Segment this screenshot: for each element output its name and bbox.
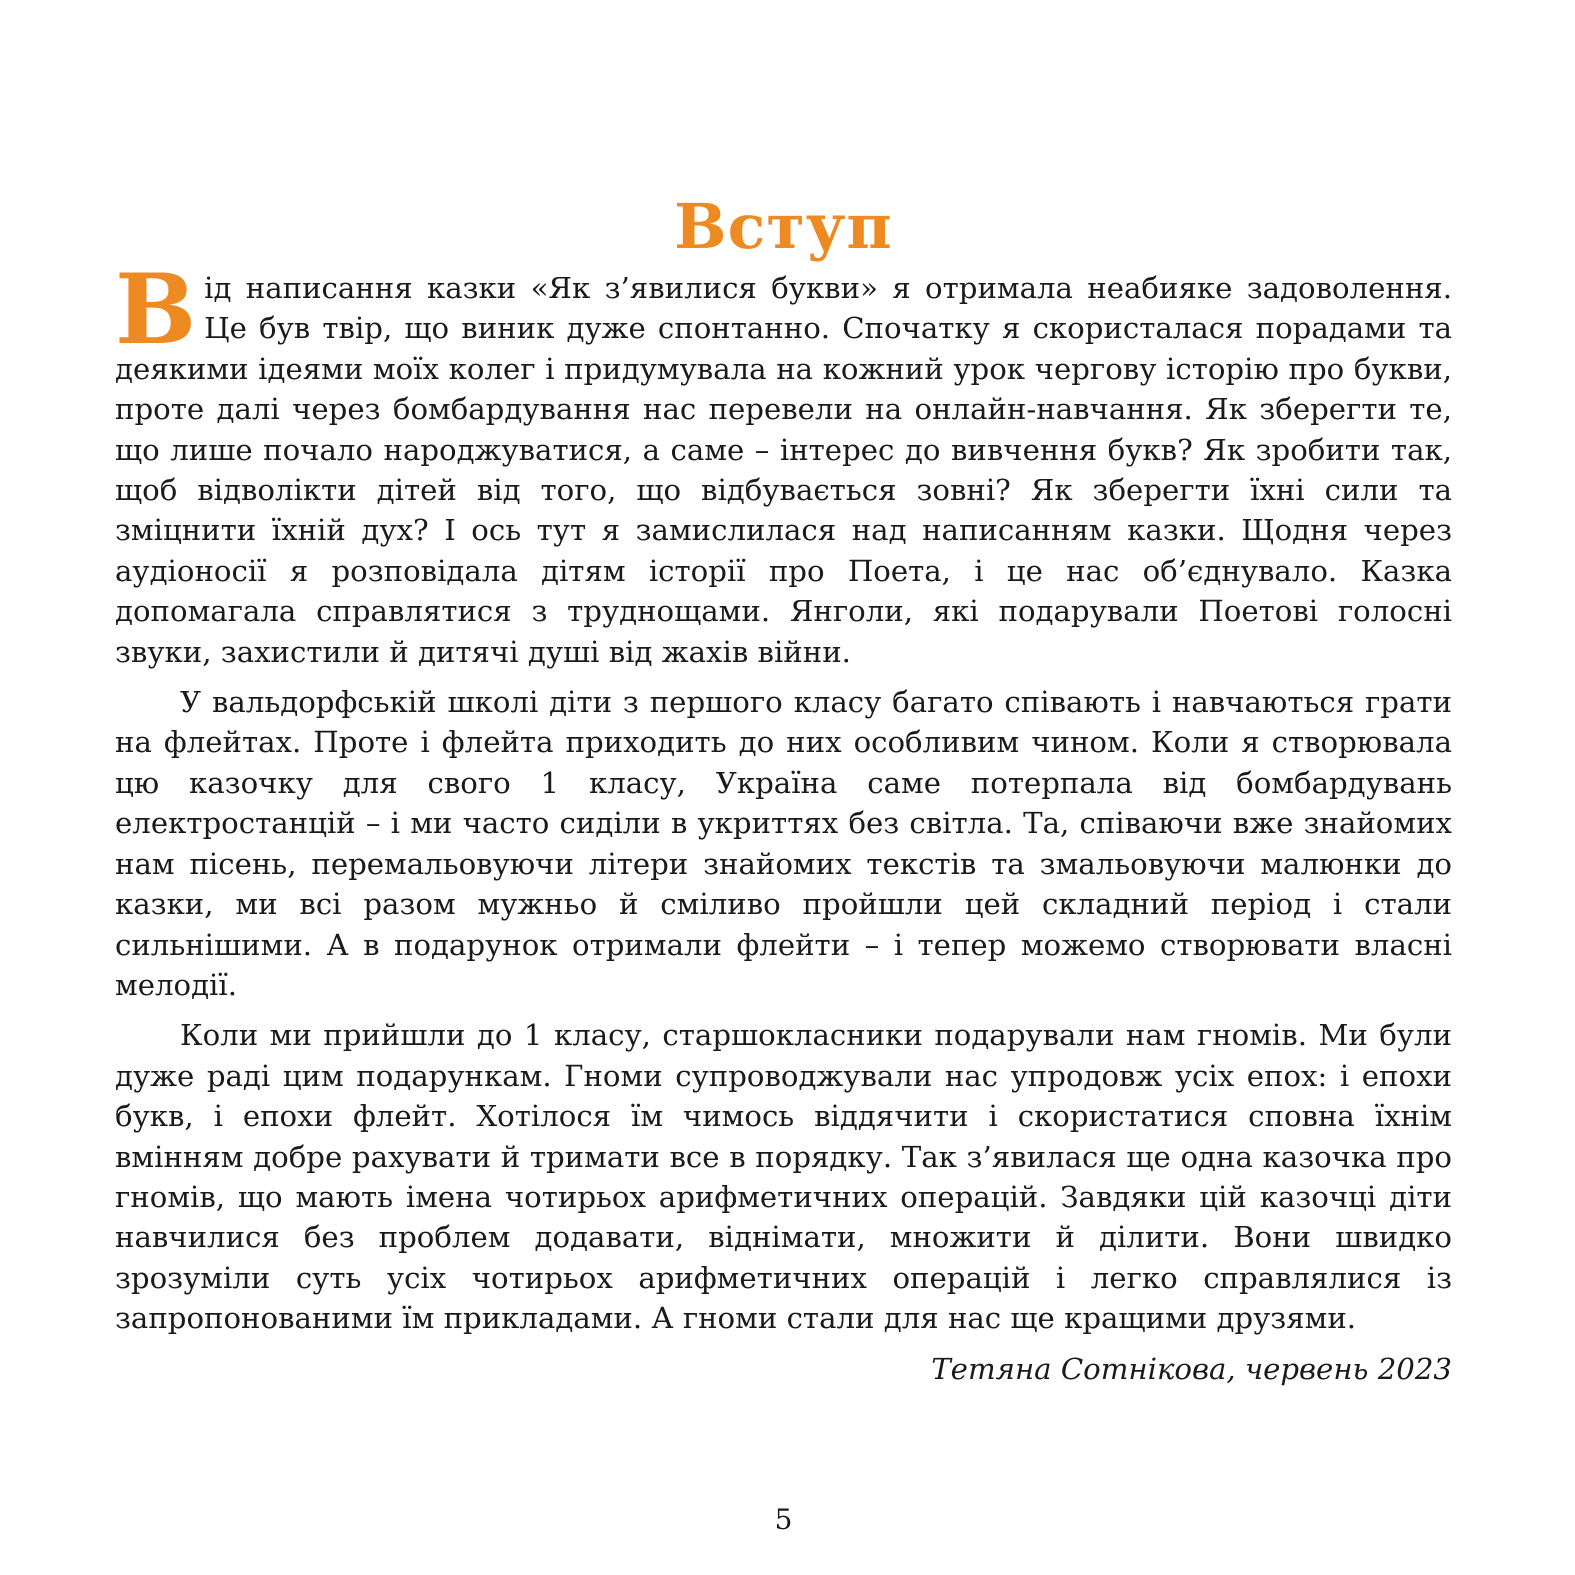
body-text xyxy=(115,253,1452,1389)
paragraph-3: Коли ми прийшли до 1 класу, старшокласники подарували нам гномів. Ми були дуже раді цим подарункам. Гноми супроводжували нас упродовж усіх епох: і епохи букв, і епохи флейт. Хотілося їм чимось віддячити і скористатися сповна їхнім вмінням добре рахувати й тримати все в порядку. Так з’явилася ще одна казочка про гномів, що мають імена чотирьох арифметичних операцій. Завдяки цій казочці діти навчилися без проблем додавати, віднімати, множити й ділити. Вони швидко зрозуміли суть усіх чотирьох арифметичних операцій і легко справлялися із запропонованими їм прикладами. А гноми стали для нас ще кращими друзями. xyxy=(115,1018,1452,1336)
book-page xyxy=(115,0,1452,1575)
author-signature: Тетяна Сотнікова, червень 2023 xyxy=(931,1351,1452,1386)
page-number: 5 xyxy=(774,1503,793,1536)
drop-cap: В xyxy=(115,253,197,366)
paragraph-1 xyxy=(115,253,1452,672)
page-title: Вступ xyxy=(674,189,893,263)
paragraph-1-text: ід написання казки «Як з’явилися букви» я отримала неабияке задоволення. Це був твір, що виник дуже спонтанно. Спочатку я скористалася порадами та деякими ідеями моїх колег і придумувала на кожний урок чергову історію про букви, проте далі через бомбардування нас перевели на онлайн-навчання. Як зберегти те, що лише почало народжуватися, а саме – інтерес до вивчення букв? Як зробити так, щоб відволікти дітей від того, що відбувається зовні? Як зберегти їхні сили та зміцнити їхній дух? І ось тут я замислилася над написанням казки. Щодня через аудіоносії я розповідала дітям історії про Поета, і це нас об’єднувало. Казка допомагала справлятися з труднощами. Янголи, які подарували Поетові голосні звуки, захистили й дитячі душі від жахів війни. xyxy=(115,271,1452,669)
paragraph-2: У вальдорфській школі діти з першого класу багато співають і навчаються грати на флейтах. Проте і флейта приходить до них особливим чином. Коли я створювала цю казочку для свого 1 класу, Україна саме потерпала від бомбардувань електростанцій – і ми часто сиділи в укриттях без світла. Та, співаючи вже знайомих нам пісень, перемальовуючи літери знайомих текстів та змальовуючи малюнки до казки, ми всі разом мужньо й сміливо пройшли цей складний період і стали сильнішими. А в подарунок отримали флейти – і тепер можемо створювати власні мелодії. xyxy=(115,685,1452,1002)
